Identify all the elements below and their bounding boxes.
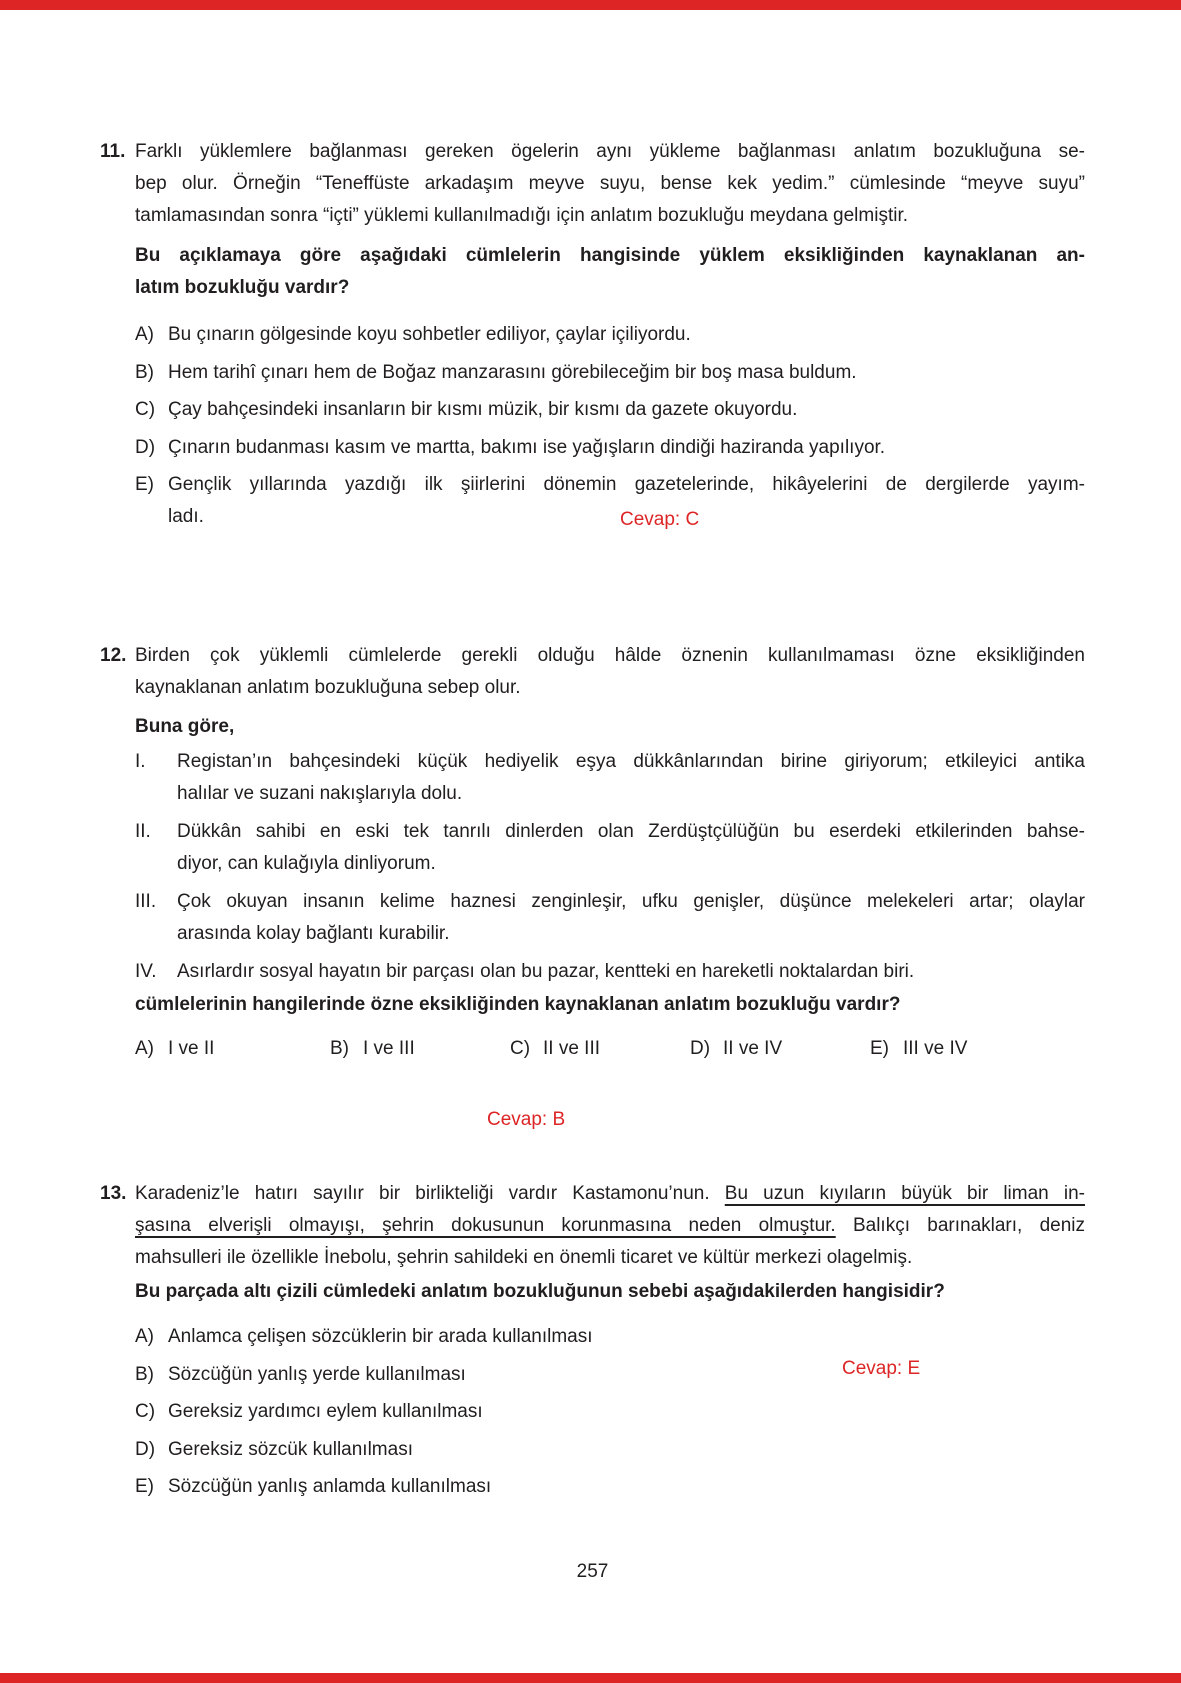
option-text: Hem tarihî çınarı hem de Boğaz manzarasını görebileceğim bir boş masa buldum.: [168, 361, 857, 383]
option-label: E): [135, 474, 154, 495]
question-11-intro-line: tamlamasından sonra “içti” yüklemi kullanılmadığı için anlatım bozukluğu meydana gelmiştir.: [135, 205, 909, 226]
answer-label-q11: Cevap: C: [620, 509, 700, 530]
choice-b: [330, 1033, 510, 1065]
question-13-stem: Bu parçada altı çizili cümledeki anlatım bozukluğunun sebebi aşağıdakilerden hangisidir?: [135, 1281, 945, 1302]
option-text: Sözcüğün yanlış yerde kullanılması: [168, 1363, 466, 1385]
option-label: A): [135, 324, 154, 345]
question-12-choices: [135, 1033, 1085, 1065]
option-label: C): [135, 1401, 156, 1422]
page-number: 257: [576, 1561, 609, 1582]
option-text: Çınarın budanması kasım ve martta, bakımı ise yağışların dindiği haziranda yapılıyor.: [168, 436, 886, 458]
question-12-stem: cümlelerinin hangilerinde özne eksikliğinden kaynaklanan anlatım bozukluğu vardır?: [135, 994, 901, 1015]
option-c: [135, 394, 1085, 426]
underlined-text: Bu uzun kıyıların büyük bir liman in-: [724, 1183, 1085, 1204]
item-1: [135, 746, 1085, 810]
item-line: Dükkân sahibi en eski tek tanrılı dinlerden olan Zerdüştçülüğün bu eserdeki etkilerinden bahse-: [177, 821, 1085, 842]
underlined-text: şasına elverişli olmayışı, şehrin dokusunun korunmasına neden olmuştur.: [135, 1215, 836, 1236]
option-text: Anlamca çelişen sözcüklerin bir arada kullanılması: [168, 1326, 593, 1347]
question-13-body: [135, 1178, 1085, 1503]
choice-label: A): [135, 1038, 154, 1059]
question-11-options: [135, 319, 1085, 533]
choice-label: D): [690, 1038, 711, 1059]
choice-e: [870, 1033, 1085, 1065]
plain-text: Balıkçı barınakları, deniz: [835, 1215, 1085, 1236]
option-label: A): [135, 1326, 154, 1347]
item-label: I.: [135, 751, 146, 772]
choice-c: [510, 1033, 690, 1065]
question-11-body: [135, 136, 1085, 536]
question-13-options: [135, 1321, 1085, 1503]
option-label: D): [135, 436, 156, 458]
item-text: [177, 886, 1085, 950]
choice-text: I ve III: [363, 1038, 415, 1059]
question-11-stem: [135, 240, 1085, 304]
option-text: Gereksiz yardımcı eylem kullanılması: [168, 1401, 483, 1422]
option-text: Gereksiz sözcük kullanılması: [168, 1438, 413, 1460]
question-11-number: 11.: [100, 141, 126, 162]
option-label: B): [135, 1363, 154, 1385]
choice-text: II ve III: [543, 1038, 601, 1059]
option-a: [135, 1321, 1085, 1353]
option-d: [135, 432, 1085, 464]
item-4: [135, 956, 1085, 988]
option-b: [135, 1359, 1085, 1391]
bottom-red-bar: [0, 1673, 1181, 1683]
choice-a: [135, 1033, 330, 1065]
question-11-intro-line: Farklı yüklemlere bağlanması gereken ögelerin aynı yükleme bağlanması anlatım bozukluğuna se-: [135, 141, 1085, 162]
question-13-intro-line: [135, 1210, 1085, 1242]
item-line: halılar ve suzani nakışlarıyla dolu.: [177, 783, 463, 804]
item-3: [135, 886, 1085, 950]
option-text: Gençlik yıllarında yazdığı ilk şiirlerini dönemin gazetelerinde, hikâyelerini de dergilerde yayım-: [168, 474, 1085, 495]
choice-label: C): [510, 1038, 531, 1059]
item-label: III.: [135, 891, 157, 912]
item-label: II.: [135, 821, 151, 842]
choice-label: B): [330, 1038, 349, 1059]
question-12: [100, 640, 1085, 1136]
item-text: [177, 746, 1085, 810]
question-12-number: 12.: [100, 645, 127, 666]
choice-text: I ve II: [168, 1038, 215, 1059]
choice-label: E): [870, 1038, 889, 1059]
question-12-intro-line: Birden çok yüklemli cümlelerde gerekli olduğu hâlde öznenin kullanılmaması özne eksikliğinden: [135, 645, 1085, 666]
option-b: [135, 357, 1085, 389]
item-2: [135, 816, 1085, 880]
option-c: [135, 1396, 1085, 1428]
option-a: [135, 319, 1085, 351]
item-line: Asırlardır sosyal hayatın bir parçası olan bu pazar, kentteki en hareketli noktalardan biri.: [177, 961, 915, 982]
item-line: Çok okuyan insanın kelime haznesi zenginleşir, ufku genişler, düşünce melekeleri artar; olaylar: [177, 891, 1085, 912]
question-13: [100, 1178, 1085, 1503]
item-line: arasında kolay bağlantı kurabilir.: [177, 923, 450, 944]
option-e-continuation: ladı.: [168, 506, 204, 527]
question-11: [100, 136, 1085, 536]
choice-d: [690, 1033, 870, 1065]
option-label: E): [135, 1476, 154, 1497]
item-line: Registan’ın bahçesindeki küçük hediyelik eşya dükkânlarından birine giriyorum; etkileyici antika: [177, 751, 1085, 772]
question-11-stem-line: Bu açıklamaya göre aşağıdaki cümlelerin hangisinde yüklem eksikliğinden kaynaklanan an-: [135, 245, 1085, 266]
item-label: IV.: [135, 961, 157, 982]
question-12-items: [135, 746, 1085, 988]
option-label: D): [135, 1438, 156, 1460]
option-text: Çay bahçesindeki insanların bir kısmı müzik, bir kısmı da gazete okuyordu.: [168, 399, 798, 420]
choice-text: II ve IV: [723, 1038, 783, 1059]
item-text: [177, 816, 1085, 880]
question-11-intro-line: bep olur. Örneğin “Teneffüste arkadaşım meyve suyu, bense kek yedim.” cümlesinde “meyve suyu”: [135, 173, 1085, 194]
option-text: Sözcüğün yanlış anlamda kullanılması: [168, 1476, 492, 1497]
item-line: diyor, can kulağıyla dinliyorum.: [177, 853, 436, 874]
option-e: [135, 1471, 1085, 1503]
option-text: Bu çınarın gölgesinde koyu sohbetler ediliyor, çaylar içiliyordu.: [168, 324, 691, 345]
question-13-intro-line: mahsulleri ile özellikle İnebolu, şehrin sahildeki en önemli ticaret ve kültür merkezi olagelmiş.: [135, 1247, 913, 1268]
question-12-lead: Buna göre,: [135, 716, 235, 737]
option-label: C): [135, 399, 156, 420]
top-red-bar: [0, 0, 1181, 10]
question-13-intro-line: [135, 1178, 1085, 1210]
answer-label-q12: Cevap: B: [487, 1109, 566, 1130]
question-11-stem-line: latım bozukluğu vardır?: [135, 277, 350, 298]
plain-text: Karadeniz’le hatırı sayılır bir birlikteliği vardır Kastamonu’nun.: [135, 1183, 725, 1204]
question-13-number: 13.: [100, 1183, 127, 1204]
question-12-intro-line: kaynaklanan anlatım bozukluğuna sebep olur.: [135, 677, 521, 698]
item-text: [177, 956, 1085, 988]
question-12-body: [135, 640, 1085, 1136]
option-d: [135, 1434, 1085, 1466]
option-e: [135, 469, 1085, 501]
choice-text: III ve IV: [903, 1038, 968, 1059]
answer-label-q13: Cevap: E: [842, 1358, 921, 1379]
option-label: B): [135, 361, 154, 383]
